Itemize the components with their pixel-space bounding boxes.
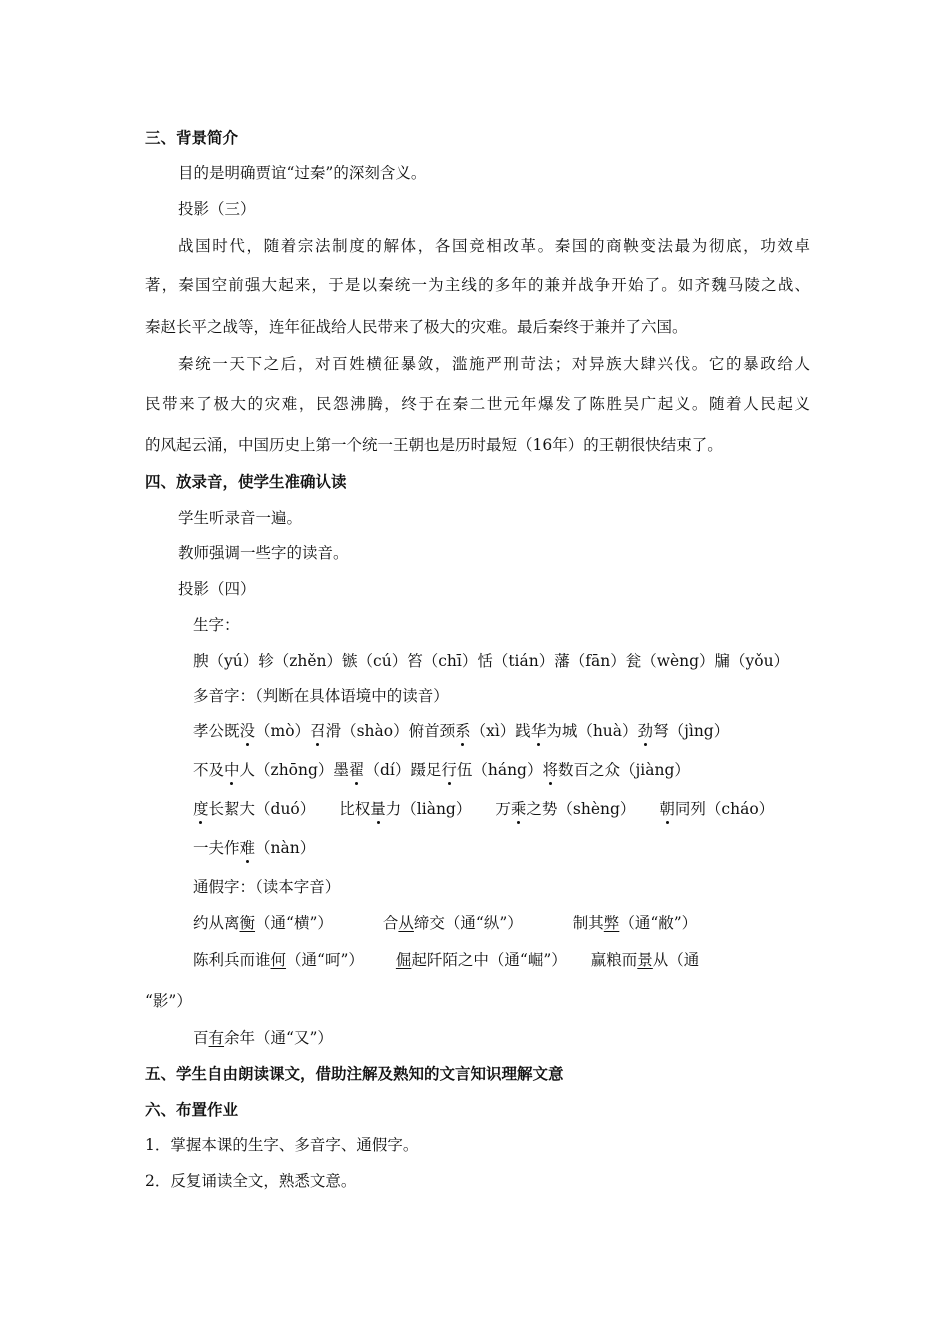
tongjiazi-line-cont: “影”）	[145, 992, 192, 1010]
emphasis-char: 度	[193, 800, 209, 818]
paragraph: 目的是明确贾谊“过秦”的深刻含义。	[178, 164, 427, 182]
underlined-char: 弊	[603, 914, 620, 932]
underlined-char: 何	[270, 951, 287, 969]
paragraph-line: 民带来了极大的灾难，民怨沸腾，终于在秦二世元年爆发了陈胜吴广起义。随着人民起义	[145, 395, 810, 413]
tongjiazi-line: 百有余年（通“又”）	[193, 1029, 333, 1047]
emphasis-char: 翟	[348, 761, 365, 779]
emphasis-char: 系	[455, 722, 471, 740]
emphasis-char: 中	[224, 761, 240, 779]
tongjiazi-line: 约从离衡（通“横”） 合从缔交（通“纵”） 制其弊（通“敝”）	[193, 914, 698, 932]
emphasis-char: 召	[310, 722, 326, 740]
paragraph-line: 战国时代，随着宗法制度的解体，各国竞相改革。秦国的商鞅变法最为彻底，功效卓	[178, 237, 810, 255]
emphasis-char: 乘	[510, 800, 527, 818]
list-item: 2．反复诵读全文，熟悉文意。	[145, 1172, 357, 1190]
duoyinzi-line: 一夫作难（nàn）	[193, 839, 316, 857]
paragraph-line: 的风起云涌，中国历史上第一个统一王朝也是历时最短（16年）的王朝很快结束了。	[145, 436, 723, 454]
label-tongjiazi: 通假字：（读本字音）	[193, 878, 341, 896]
paragraph: 教师强调一些字的读音。	[178, 544, 349, 562]
emphasis-char: 朝	[659, 800, 675, 818]
projection-label: 投影（四）	[178, 580, 256, 598]
underlined-char: 从	[398, 914, 414, 932]
section-heading: 六、布置作业	[145, 1100, 239, 1119]
projection-label: 投影（三）	[178, 200, 256, 218]
section-heading: 五、学生自由朗读课文，借助注解及熟知的文言知识理解文意	[145, 1064, 564, 1083]
duoyinzi-line: 孝公既没（mò）召滑（shào）俯首颈系（xì）践华为城（huà）劲弩（jìng）	[193, 722, 730, 740]
duoyinzi-line: 度长絜大（duó） 比权量力（liàng） 万乘之势（shèng） 朝同列（cháo）	[193, 800, 775, 818]
list-item: 1．掌握本课的生字、多音字、通假字。	[145, 1136, 419, 1154]
underlined-char: 倔	[395, 951, 412, 969]
emphasis-char: 华	[530, 722, 547, 740]
section-heading: 三、背景简介	[145, 128, 239, 147]
tongjiazi-line: 陈利兵而谁何（通“呵”） 倔起阡陌之中（通“崛”） 赢粮而景从（通	[193, 951, 700, 969]
emphasis-char: 量	[370, 800, 386, 818]
paragraph-line: 秦统一天下之后，对百姓横征暴敛，滥施严刑苛法；对异族大肆兴伐。它的暴政给人	[178, 355, 810, 373]
underlined-char: 景	[637, 951, 653, 969]
shengzi-list: 腴（yú）轸（zhěn）镞（cú）笞（chī）恬（tián）藩（fān）瓮（wèng）牖（yǒu）	[193, 652, 790, 670]
emphasis-char: 将	[542, 761, 558, 779]
label-shengzi: 生字：	[193, 616, 240, 634]
emphasis-char: 劲	[637, 722, 654, 740]
emphasis-char: 没	[239, 722, 256, 740]
paragraph-line: 秦赵长平之战等，连年征战给人民带来了极大的灾难。最后秦终于兼并了六国。	[145, 318, 688, 336]
emphasis-char: 难	[239, 839, 256, 857]
underlined-char: 衡	[239, 914, 256, 932]
label-duoyinzi: 多音字：（判断在具体语境中的读音）	[193, 687, 449, 705]
paragraph-line: 著，秦国空前强大起来，于是以秦统一为主线的多年的兼并战争开始了。如齐魏马陵之战、	[145, 276, 810, 294]
duoyinzi-line: 不及中人（zhōng）墨翟（dí）蹑足行伍（háng）将数百之众（jiàng）	[193, 761, 690, 779]
underlined-char: 有	[208, 1029, 225, 1047]
emphasis-char: 行	[441, 761, 457, 779]
section-heading: 四、放录音，使学生准确认读	[145, 472, 347, 491]
paragraph: 学生听录音一遍。	[178, 509, 303, 527]
